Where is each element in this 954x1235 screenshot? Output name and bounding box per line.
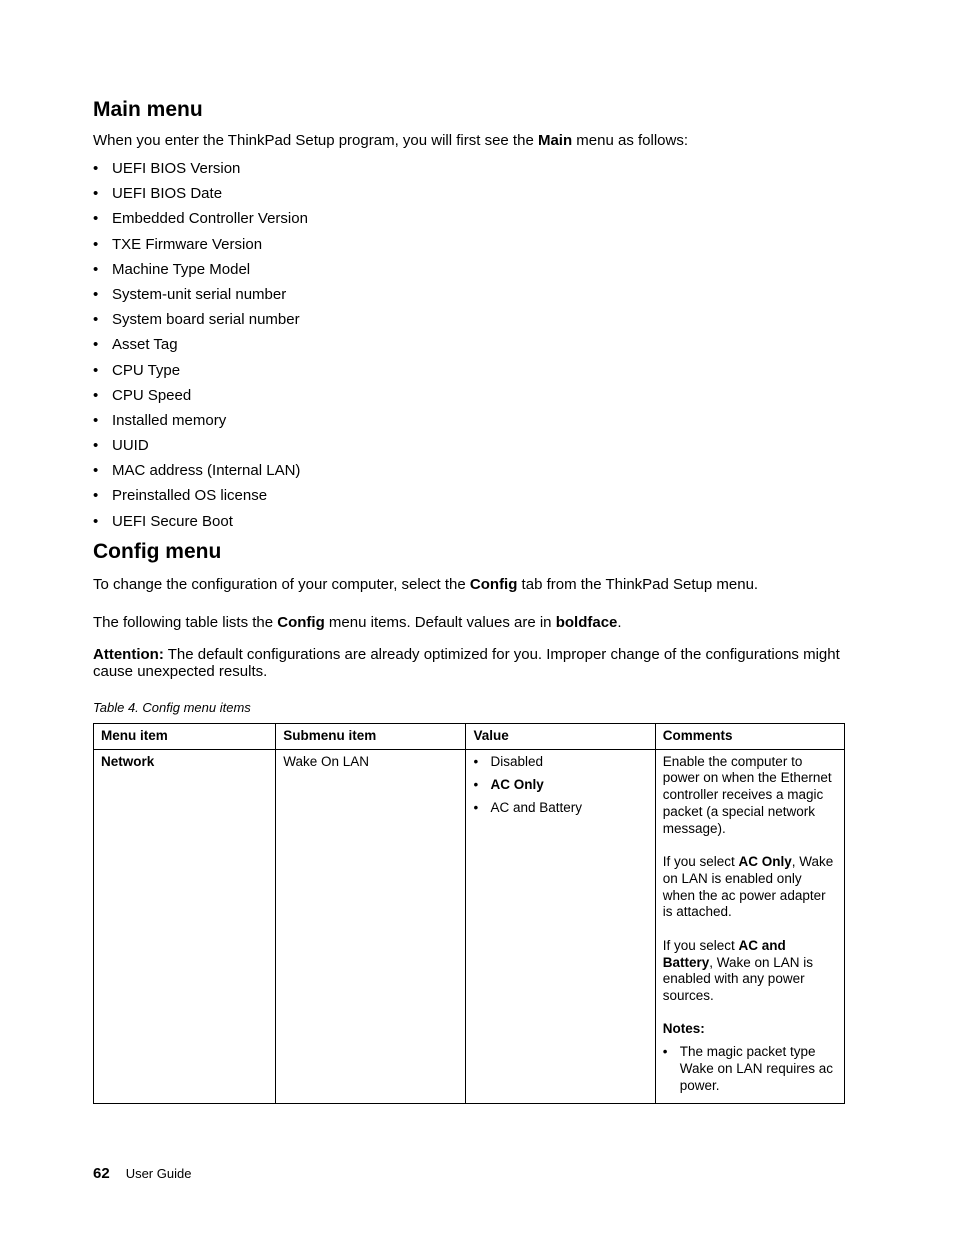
value-option: • AC and Battery [473, 800, 647, 817]
page-number: 62 [93, 1165, 110, 1182]
value-option-default: • AC Only [473, 777, 647, 794]
list-item: • Preinstalled OS license [93, 487, 845, 512]
list-item: • System-unit serial number [93, 286, 845, 311]
comment-paragraph: If you select AC Only, Wake on LAN is enabled only when the ac power adapter is attached. [662, 854, 834, 920]
table-caption: Table 4. Config menu items [93, 699, 251, 715]
list-item: • Embedded Controller Version [93, 210, 845, 235]
list-item: • Asset Tag [93, 336, 845, 361]
list-item: • CPU Type [93, 362, 845, 387]
list-item: • UEFI Secure Boot [93, 513, 845, 538]
list-item: • CPU Speed [93, 387, 845, 412]
list-item: • System board serial number [93, 311, 845, 336]
value-cell [466, 749, 655, 1103]
config-menu-heading: Config menu [93, 539, 222, 563]
column-header-comments: Comments [655, 723, 844, 749]
table-row [94, 749, 845, 1103]
value-list [473, 754, 647, 817]
main-menu-heading: Main menu [93, 98, 203, 121]
main-menu-item-list [93, 160, 845, 538]
notes-label: Notes: [662, 1021, 705, 1037]
list-item: • Installed memory [93, 412, 845, 437]
list-item: • TXE Firmware Version [93, 236, 845, 261]
main-menu-intro: When you enter the ThinkPad Setup program, you will first see the Main menu as follows: [93, 132, 689, 149]
list-item: • UUID [93, 437, 845, 462]
list-item: • UEFI BIOS Version [93, 160, 845, 185]
config-menu-table [93, 723, 845, 1104]
list-item: • UEFI BIOS Date [93, 185, 845, 210]
column-header-submenu-item: Submenu item [276, 723, 466, 749]
submenu-item-cell: Wake On LAN [276, 749, 466, 1103]
comment-paragraph: Enable the computer to power on when the Ethernet controller receives a magic packet (a special network message). [662, 753, 832, 836]
menu-item-cell: Network [94, 749, 276, 1103]
value-option: • Disabled [473, 754, 647, 771]
notes-list [663, 1044, 837, 1094]
comments-cell [655, 749, 844, 1103]
page-footer [93, 1165, 191, 1182]
column-header-menu-item: Menu item [94, 723, 276, 749]
column-header-value: Value [466, 723, 655, 749]
document-title: User Guide [125, 1166, 192, 1181]
list-item: • MAC address (Internal LAN) [93, 462, 845, 487]
page-content [93, 96, 845, 1104]
note-item: • The magic packet type Wake on LAN requires ac power. [663, 1044, 837, 1094]
table-header-row [94, 723, 845, 749]
config-table-description: The following table lists the Config menu items. Default values are in boldface. [93, 613, 622, 631]
config-menu-intro: To change the configuration of your computer, select the Config tab from the ThinkPad Setup menu. [93, 575, 759, 593]
list-item: • Machine Type Model [93, 261, 845, 286]
comment-paragraph: If you select AC and Battery, Wake on LAN is enabled with any power sources. [662, 937, 814, 1004]
attention-note: Attention: The default configurations are already optimized for you. Improper change of the configurations might cause unexpected results. [93, 645, 840, 680]
